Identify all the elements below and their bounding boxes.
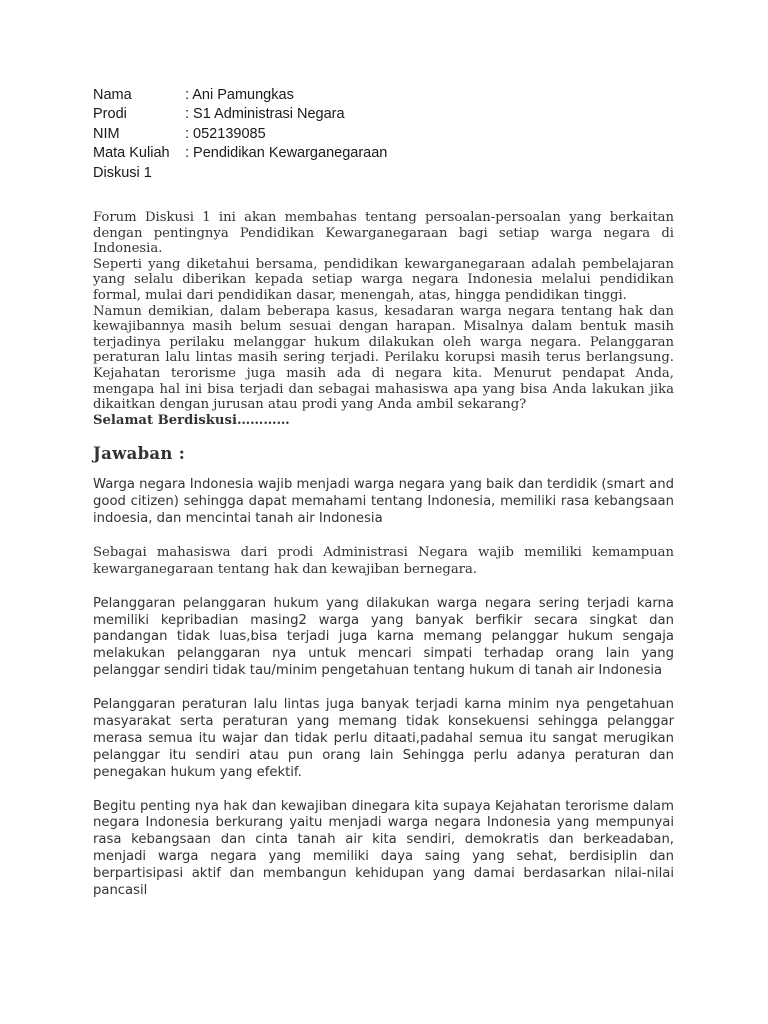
info-value: : Ani Pamungkas	[185, 87, 294, 103]
info-label: Mata Kuliah	[93, 145, 170, 162]
forum-paragraph: Forum Diskusi 1 ini akan membahas tentang persoalan-persoalan yang berkaitan dengan pentingnya Pendidikan Kewarganegaraan bagi setiap warga negara di Indonesia.	[93, 210, 674, 257]
info-value: : 052139085	[185, 125, 266, 142]
discussion-number: Diskusi 1	[93, 164, 152, 181]
answer-paragraph: Sebagai mahasiswa dari prodi Administrasi Negara wajib memiliki kemampuan kewarganegaraan tentang hak dan kewajiban bernegara.	[93, 544, 674, 577]
info-row-name	[93, 86, 674, 105]
info-value: : Pendidikan Kewarganegaraan	[185, 145, 388, 162]
info-label: NIM	[93, 125, 120, 142]
info-label: Prodi	[93, 106, 127, 123]
forum-closing: Selamat Berdiskusi…………	[93, 412, 290, 428]
forum-paragraph: Namun demikian, dalam beberapa kasus, kesadaran warga negara tentang hak dan kewajibannya masih belum sesuai dengan harapan. Misalnya dalam bentuk masih terjadinya perilaku melanggar hukum dilakukan oleh warga negara. Pelanggaran peraturan lalu lintas masih sering terjadi. Perilaku korupsi masih terus berlangsung. Kejahatan terorisme juga masih ada di negara kita. Menurut pendapat Anda, mengapa hal ini bisa terjadi dan sebagai mahasiswa apa yang bisa Anda lakukan jika dikaitkan dengan jurusan atau prodi yang Anda ambil sekarang?	[93, 303, 674, 413]
answer-paragraph: Warga negara Indonesia wajib menjadi warga negara yang baik dan terdidik (smart and good citizen) sehingga dapat memahami tentang Indonesia, memiliki rasa kebangsaan indoesia, dan mencintai tanah air Indonesia	[93, 477, 674, 527]
info-row-course	[93, 144, 674, 163]
document-page	[93, 86, 674, 900]
info-row-nim	[93, 125, 674, 144]
info-row-prodi	[93, 105, 674, 124]
forum-paragraph: Seperti yang diketahui bersama, pendidikan kewarganegaraan adalah pembelajaran yang selalu diberikan kepada setiap warga negara Indonesia melalui pendidikan formal, mulai dari pendidikan dasar, menengah, atas, hingga pendidikan tinggi.	[93, 256, 674, 303]
student-info	[93, 86, 674, 164]
answer-paragraph: Pelanggaran pelanggaran hukum yang dilakukan warga negara sering terjadi karna memiliki kepribadian masing2 warga yang banyak berfikir secara singkat dan pandangan tidak luas,bisa terjadi juga karna memang pelanggar hukum sengaja melakukan pelanggaran nya untuk mencari simpati terhadap orang lain yang pelanggar sendiri tidak tau/minim pengetahuan tentang hukum di tanah air Indonesia	[93, 595, 674, 679]
answer-paragraph: Pelanggaran peraturan lalu lintas juga banyak terjadi karna minim nya pengetahuan masyarakat serta peraturan yang memang tidak konsekuensi sehingga pelanggar merasa semua itu wajar dan tidak perlu ditaati,padahal semua itu sangat merugikan pelanggar itu sendiri atau pun orang lain Sehingga perlu adanya peraturan dan penegakan hukum yang efektif.	[93, 697, 674, 780]
forum-question	[93, 210, 674, 428]
answer-section	[93, 477, 674, 900]
answer-paragraph: Begitu penting nya hak dan kewajiban dinegara kita supaya Kejahatan terorisme dalam negara Indonesia berkurang yaitu menjadi warga negara Indonesia yang mempunyai rasa kebangsaan dan cinta tanah air kita sendiri, demokratis dan berkeadaban, menjadi warga negara yang memiliki daya saing yang sehat, berdisiplin dan berpartisipasi aktif dan membangun kehidupan yang damai berdasarkan nilai-nilai pancasil	[93, 798, 674, 899]
answer-heading: Jawaban :	[93, 444, 186, 464]
info-label: Nama	[93, 87, 132, 103]
info-value: : S1 Administrasi Negara	[185, 106, 345, 123]
